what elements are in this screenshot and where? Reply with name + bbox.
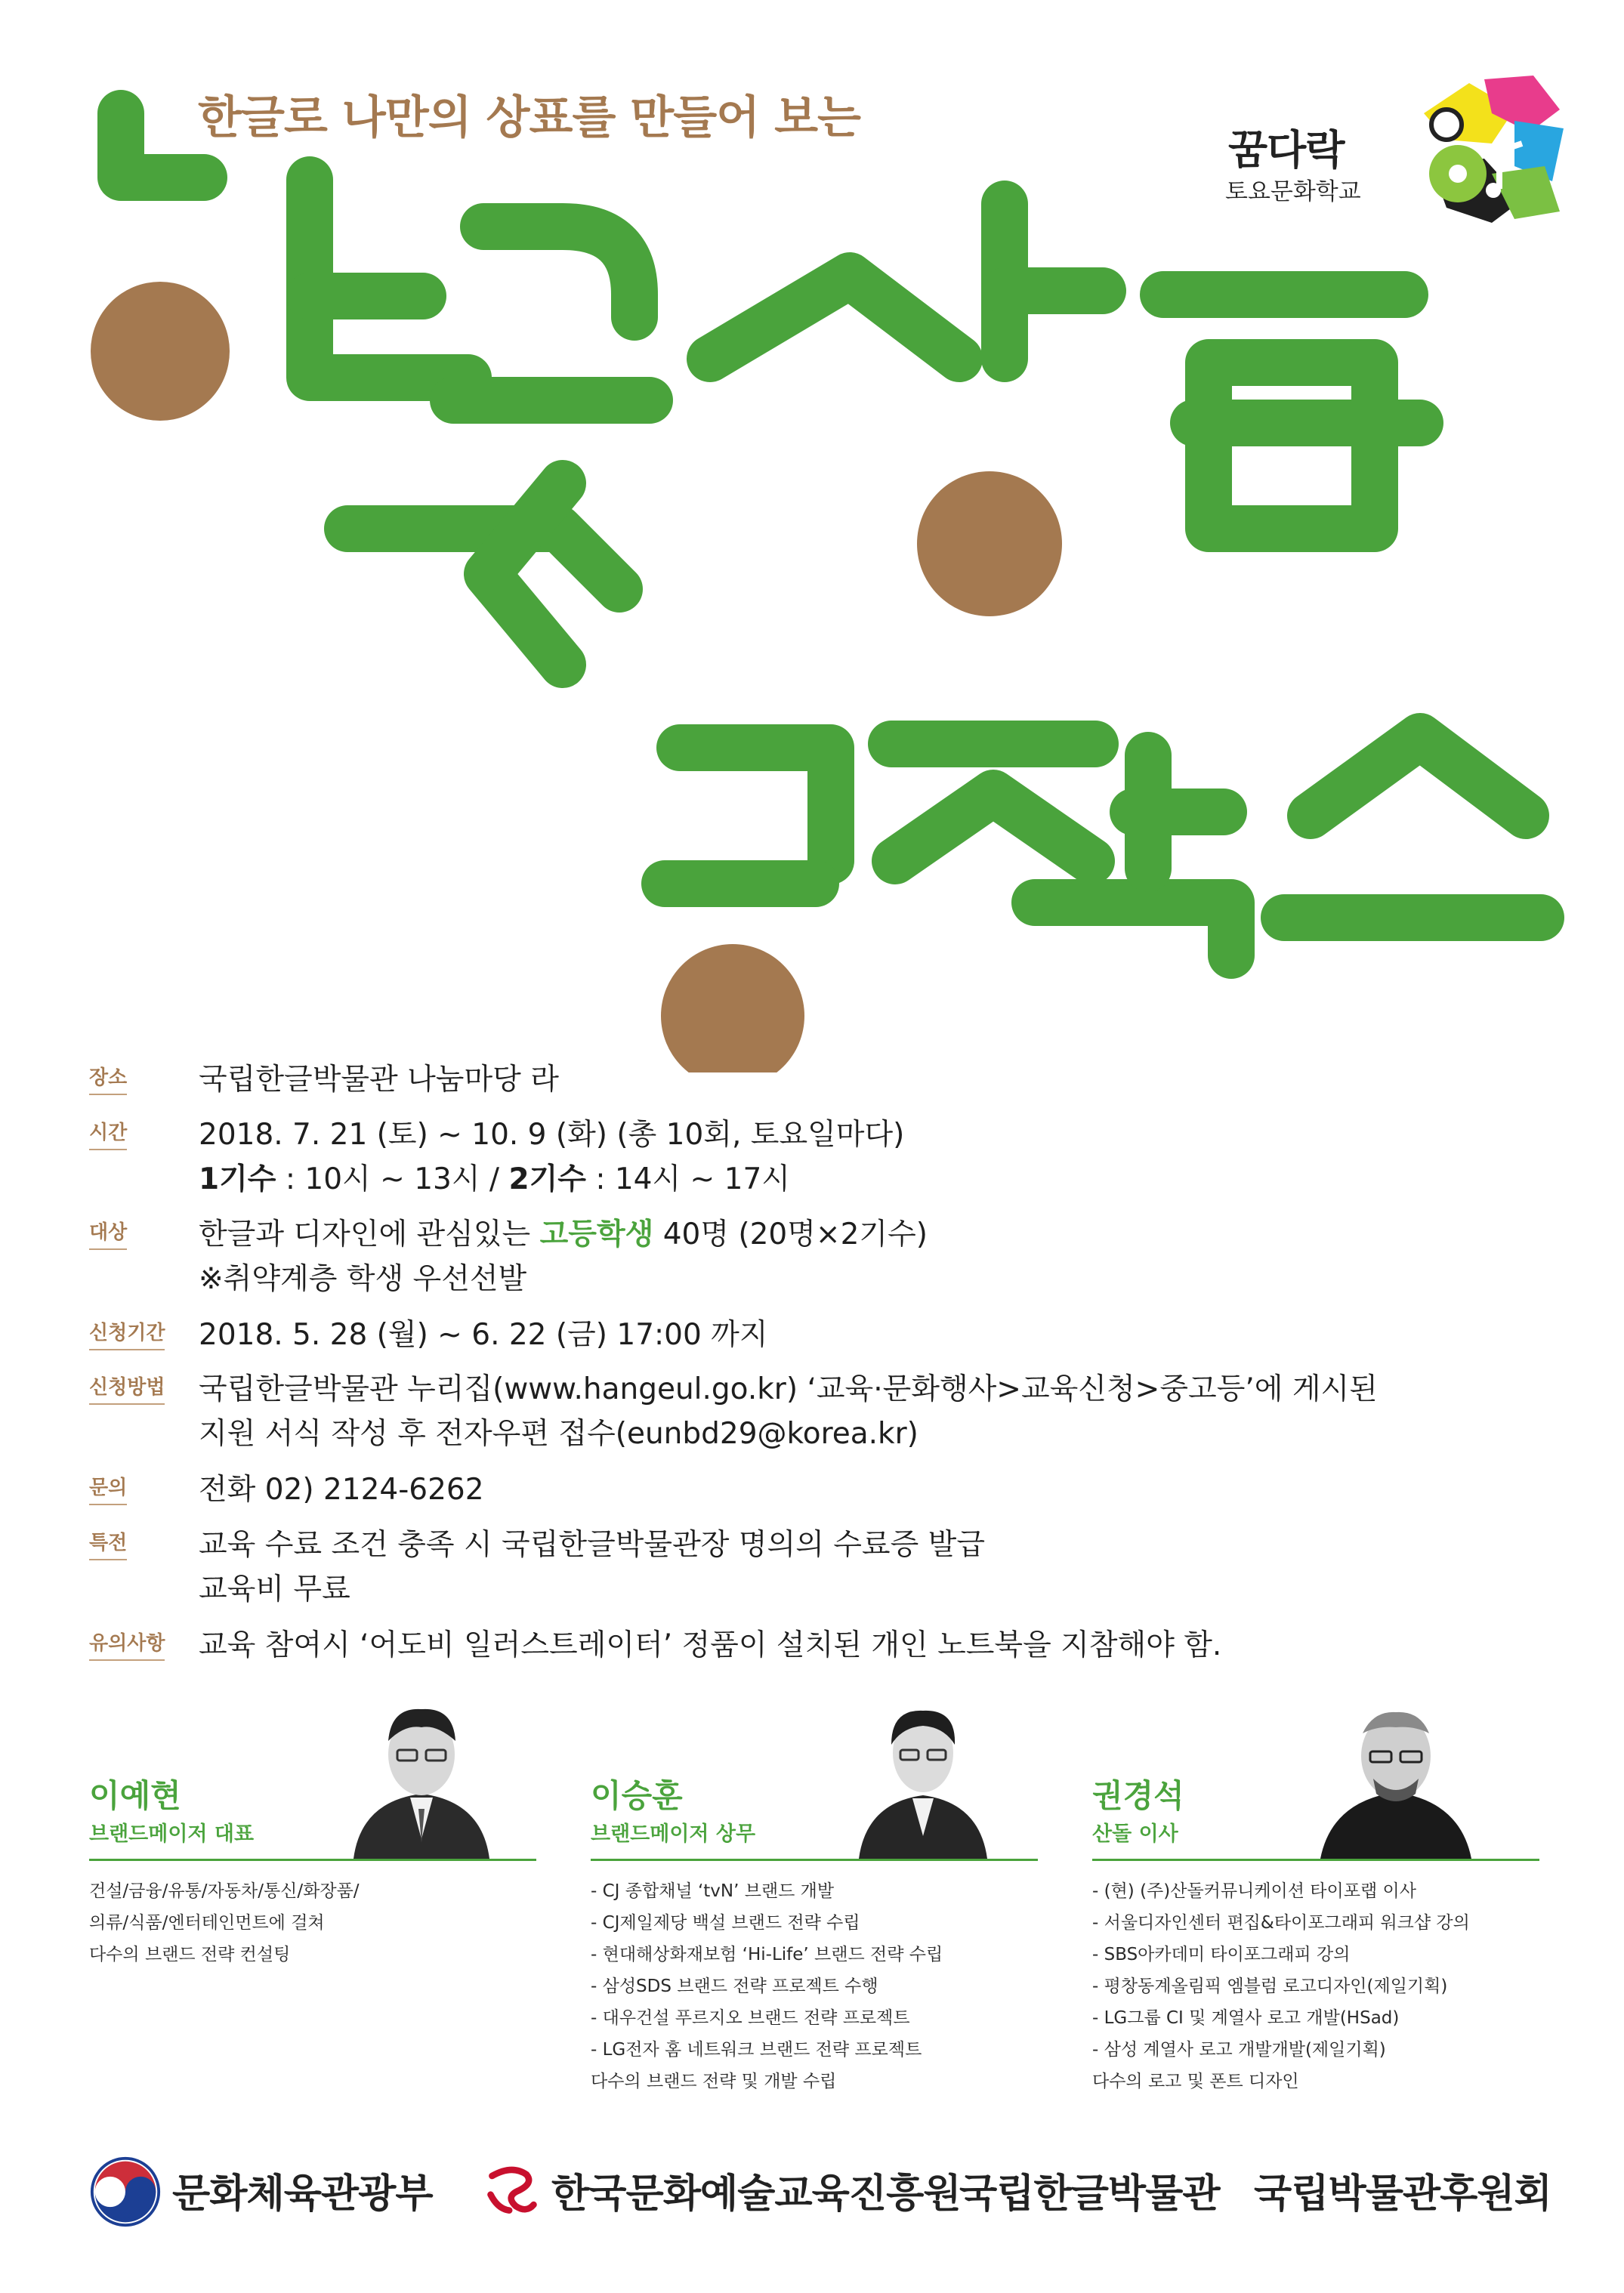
title-artwork (0, 0, 1624, 1072)
taegeuk-emblem-icon (89, 2156, 162, 2228)
list-item: - LG그룹 CI 및 계열사 로고 개발(HSad) (1092, 2008, 1400, 2028)
info-value (199, 1567, 985, 1612)
org-arte: 한국문화예술교육진흥원 (551, 2171, 961, 2217)
brand-name: 꿈다락 (1228, 126, 1345, 174)
portrait-photo-icon (346, 1688, 497, 1859)
org-ministry: 문화체육관광부 (172, 2171, 433, 2217)
org-hangeul-museum: 국립한글박물관 (959, 2171, 1220, 2217)
instructor-career-list (591, 1875, 943, 2097)
info-value (199, 1412, 1378, 1456)
text-run: 2018. 5. 28 (월) ~ 6. 22 (금) 17:00 까지 (199, 1318, 768, 1352)
instructor-card (1092, 1688, 1539, 2100)
info-value (199, 1623, 1221, 1668)
list-item: - 현대해상화재보험 ‘Hi-Life’ 브랜드 전략 수립 (591, 1945, 943, 1964)
info-label: 대상 (89, 1217, 127, 1245)
text-run: 전화 02) 2124-6262 (199, 1473, 484, 1507)
instructor-title: 브랜드메이저 상무 (591, 1822, 756, 1846)
text-run: ※취약계층 학생 우선선발 (199, 1262, 527, 1296)
instructor-name: 이예현 (89, 1777, 181, 1814)
list-item: 다수의 브랜드 전략 컨설팅 (89, 1945, 291, 1964)
list-item: - SBS아카데미 타이포그래피 강의 (1092, 1945, 1351, 1964)
info-label: 장소 (89, 1062, 127, 1090)
list-item: - 대우건설 푸르지오 브랜드 전략 프로젝트 (591, 2008, 910, 2028)
divider (591, 1859, 1038, 1861)
info-value (199, 1113, 904, 1157)
divider (1092, 1859, 1539, 1861)
event-subtitle: 한글로 나만의 상표를 만들어 보는 (198, 91, 860, 144)
portrait-photo-icon (848, 1688, 999, 1859)
text-run: : 14시 ~ 17시 (585, 1162, 790, 1196)
info-value (199, 1367, 1378, 1412)
text-run: 40명 (20명×2기수) (653, 1217, 928, 1251)
text-run: 2018. 7. 21 (토) ~ 10. 9 (화) (총 10회, 토요일마다) (199, 1118, 905, 1152)
list-item: - CJ제일제당 백설 브랜드 전략 수립 (591, 1913, 860, 1933)
arte-logo-icon (483, 2162, 541, 2219)
portrait-photo-icon (1320, 1688, 1471, 1859)
info-value (199, 1523, 985, 1567)
text-run: 교육 수료 조건 충족 시 국립한글박물관장 명의의 수료증 발급 (199, 1528, 986, 1562)
instructor-name: 권경석 (1092, 1777, 1184, 1814)
info-value (199, 1212, 928, 1257)
info-label: 신청방법 (89, 1372, 165, 1400)
instructor-career-list (1092, 1875, 1470, 2097)
list-item: - 삼성 계열사 로고 개발개발(제일기획) (1092, 2040, 1386, 2060)
list-item: 건설/금융/유통/자동차/통신/화장품/ (89, 1881, 360, 1901)
instructor-title: 브랜드메이저 대표 (89, 1822, 255, 1846)
text-run: 2기수 (508, 1162, 586, 1196)
list-item: - 서울디자인센터 편집&타이포그래피 워크샵 강의 (1092, 1913, 1470, 1933)
info-label: 신청기간 (89, 1317, 165, 1345)
text-run: 지원 서식 작성 후 전자우편 접수(eunbd29@korea.kr) (199, 1417, 919, 1451)
info-value (199, 1157, 904, 1202)
colorful-culture-logo-icon (1401, 68, 1567, 227)
info-label: 특전 (89, 1527, 127, 1555)
instructor-career-list (89, 1875, 360, 1970)
instructor-card (89, 1688, 536, 2100)
info-label: 유의사항 (89, 1628, 165, 1656)
org-museum-foundation: 국립박물관후원회 (1254, 2171, 1551, 2217)
info-label: 시간 (89, 1117, 127, 1145)
text-run: 국립한글박물관 나눔마당 라 (199, 1063, 559, 1097)
instructor-title: 산돌 이사 (1092, 1822, 1178, 1846)
footer-organizations (0, 2145, 1624, 2236)
text-run: 한글과 디자인에 관심있는 (199, 1217, 540, 1251)
list-item: 다수의 브랜드 전략 및 개발 수립 (591, 2072, 837, 2091)
text-run: 1기수 (199, 1162, 276, 1196)
list-item: - (현) (주)산돌커뮤니케이션 타이포랩 이사 (1092, 1881, 1416, 1901)
text-run: 국립한글박물관 누리집(www.hangeul.go.kr) ‘교육·문화행사>교육신청>중고등’에 게시된 (199, 1372, 1378, 1406)
info-value (199, 1467, 484, 1512)
text-run: : 10시 ~ 13시 / (276, 1162, 509, 1196)
list-item: 의류/식품/엔터테인먼트에 걸쳐 (89, 1913, 325, 1933)
list-item: - CJ 종합채널 ‘tvN’ 브랜드 개발 (591, 1881, 835, 1901)
instructor-name: 이승훈 (591, 1777, 683, 1814)
list-item: - LG전자 홈 네트워크 브랜드 전략 프로젝트 (591, 2040, 922, 2060)
divider (89, 1859, 536, 1861)
list-item: - 삼성SDS 브랜드 전략 프로젝트 수행 (591, 1977, 878, 1996)
text-run: 교육 참여시 ‘어도비 일러스트레이터’ 정품이 설치된 개인 노트북을 지참해야 함. (199, 1628, 1222, 1662)
highlight-text: 고등학생 (539, 1217, 654, 1251)
info-label: 문의 (89, 1472, 127, 1500)
brand-subtitle: 토요문화학교 (1225, 178, 1361, 205)
list-item: 다수의 로고 및 폰트 디자인 (1092, 2072, 1299, 2091)
info-value (199, 1313, 768, 1357)
info-value (199, 1057, 559, 1102)
text-run: 교육비 무료 (199, 1572, 350, 1606)
list-item: - 평창동계올림픽 엠블럼 로고디자인(제일기획) (1092, 1977, 1448, 1996)
info-value (199, 1257, 928, 1301)
instructor-card (591, 1688, 1038, 2100)
